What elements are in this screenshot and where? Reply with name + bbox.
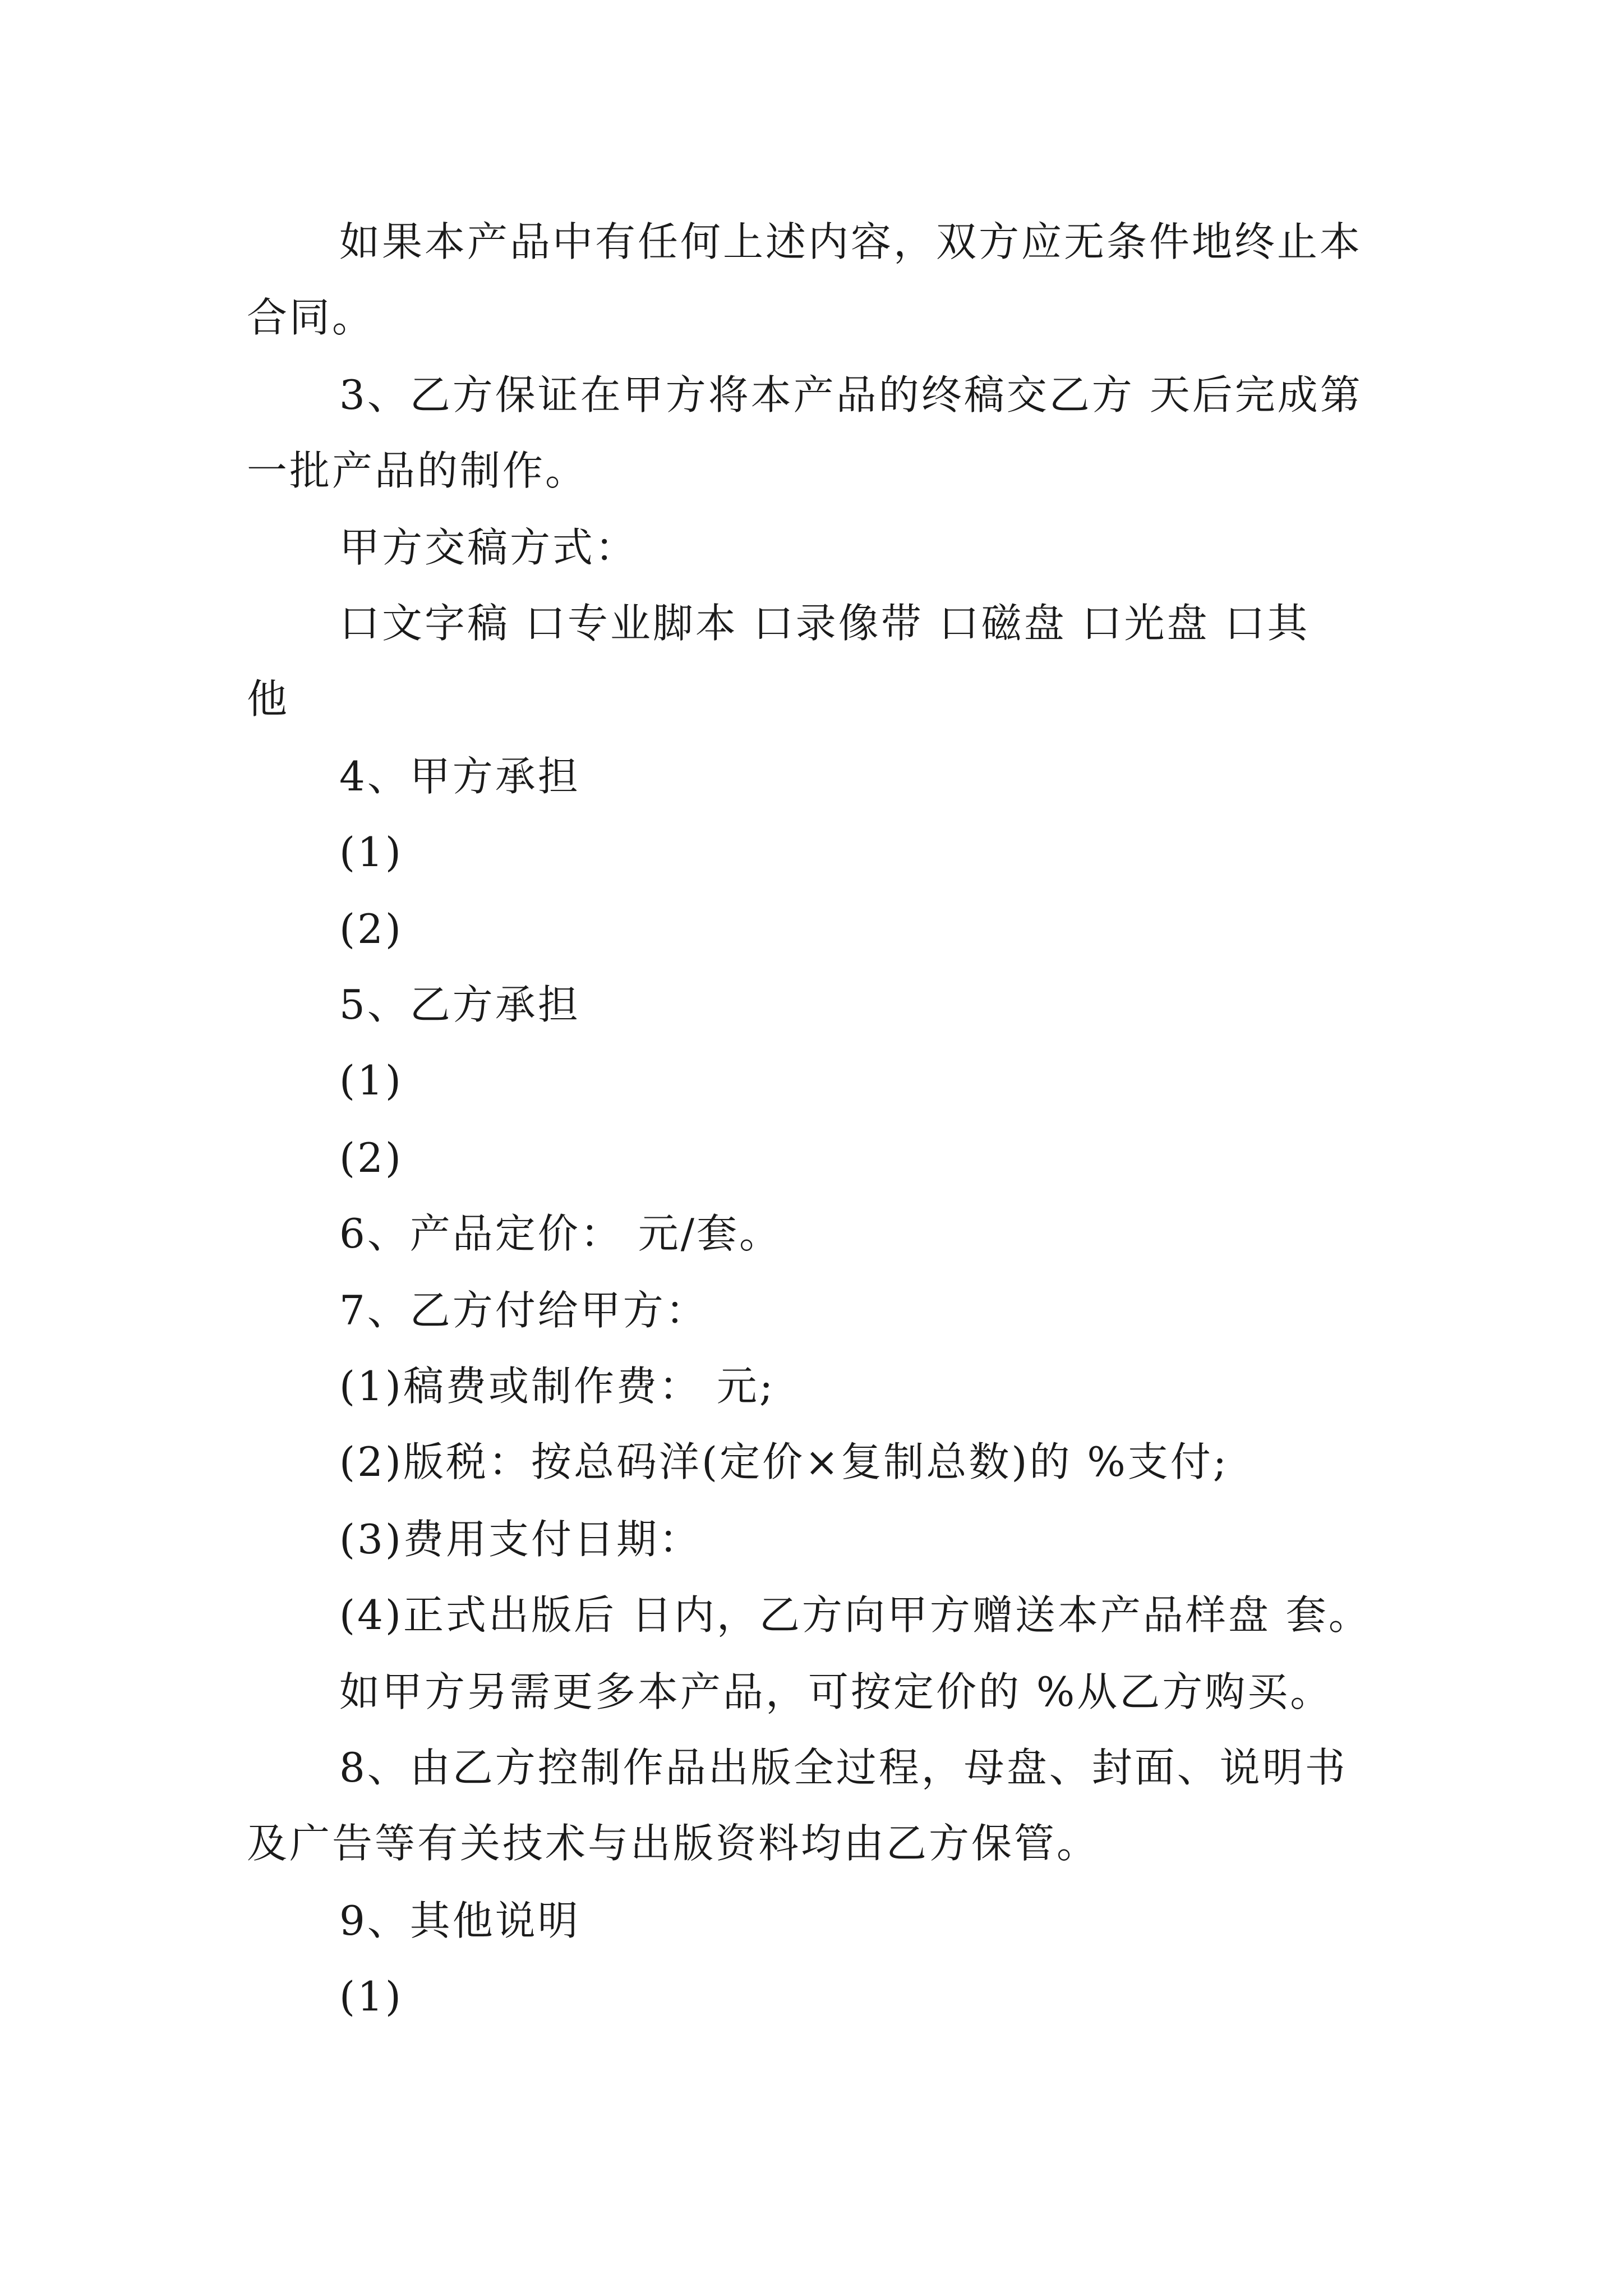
list-item: (4)正式出版后 日内，乙方向甲方赠送本产品样盘 套。 [339, 1591, 1371, 1639]
list-item: (1) [339, 1057, 403, 1104]
section-heading: 6、产品定价： 元/套。 [339, 1210, 782, 1257]
list-item: (3)费用支付日期： [339, 1516, 702, 1563]
list-item: (1)稿费或制作费： 元; [339, 1363, 776, 1410]
paragraph-line: 及广告等有关技术与出版资料均由乙方保管。 [247, 1820, 1100, 1867]
section-heading: 5、乙方承担 [339, 981, 580, 1028]
section-heading: 7、乙方付给甲方： [339, 1287, 708, 1334]
list-item: (1) [339, 829, 403, 876]
paragraph-line: 如甲方另需更多本产品，可按定价的 %从乙方购买。 [339, 1668, 1333, 1715]
section-heading: 9、其他说明 [339, 1897, 580, 1944]
paragraph-line: 合同。 [247, 294, 375, 341]
list-item: (1) [339, 1973, 403, 2020]
section-heading: 4、甲方承担 [339, 753, 580, 800]
section-heading: 8、由乙方控制作品出版全过程，母盘、封面、说明书 [339, 1744, 1348, 1791]
paragraph-line: 他 [247, 675, 290, 723]
paragraph-line: 口文字稿 口专业脚本 口录像带 口磁盘 口光盘 口其 [339, 600, 1310, 647]
list-item: (2) [339, 1134, 403, 1181]
paragraph-line: 如果本产品中有任何上述内容，双方应无条件地终止本 [339, 218, 1363, 265]
list-item: (2)版税：按总码洋(定价×复制总数)的 %支付; [339, 1438, 1229, 1485]
paragraph-line: 一批产品的制作。 [247, 447, 588, 494]
paragraph-line: 3、乙方保证在甲方将本产品的终稿交乙方 天后完成第 [339, 371, 1363, 418]
paragraph-line: 甲方交稿方式： [339, 524, 638, 571]
list-item: (2) [339, 905, 403, 953]
